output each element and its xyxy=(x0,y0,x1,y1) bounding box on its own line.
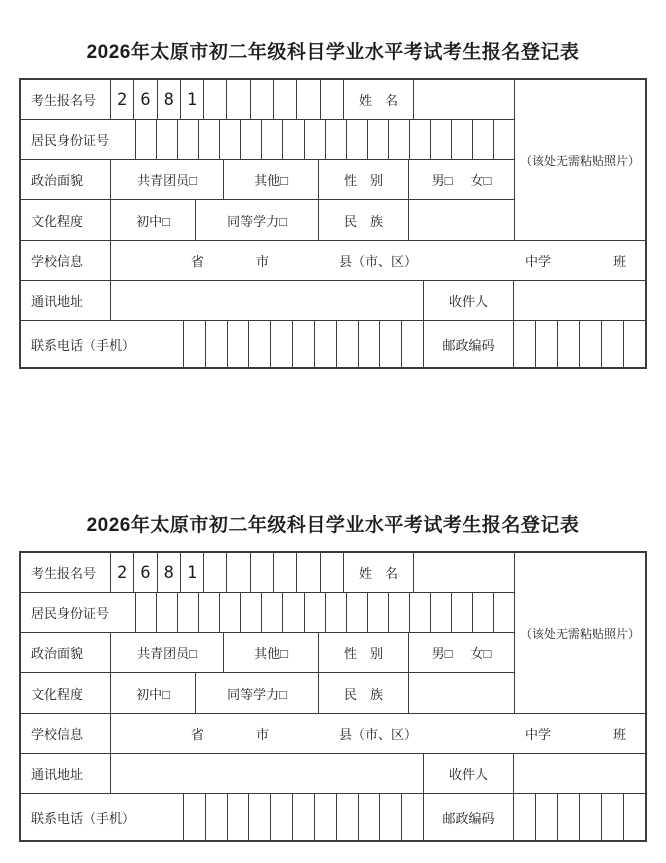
id-digit-cell[interactable] xyxy=(283,120,304,159)
equivalent-option[interactable]: 同等学力□ xyxy=(196,200,319,240)
table-upper-left xyxy=(21,80,515,240)
id-digit-cell[interactable] xyxy=(368,593,389,632)
reg-digit-cell[interactable] xyxy=(251,80,274,119)
reg-digit-cell[interactable] xyxy=(204,80,227,119)
school-info-cell[interactable] xyxy=(111,241,645,280)
phone-digit-cell[interactable] xyxy=(228,321,250,367)
postal-digit-cell[interactable] xyxy=(536,794,558,840)
phone-digit-cell[interactable] xyxy=(337,794,359,840)
reg-number-label: 考生报名号 xyxy=(21,553,111,592)
id-number-boxes xyxy=(136,120,514,159)
id-digit-cell[interactable] xyxy=(326,593,347,632)
reg-number-label: 考生报名号 xyxy=(21,80,111,119)
name-input-cell[interactable] xyxy=(414,80,514,119)
phone-digit-cell[interactable] xyxy=(380,321,402,367)
name-input-cell[interactable] xyxy=(414,553,514,592)
gender-label: 性 别 xyxy=(319,160,409,199)
reg-digit-cell[interactable] xyxy=(274,553,297,592)
id-digit-cell[interactable] xyxy=(178,120,199,159)
province-label: 省 xyxy=(191,727,205,742)
postal-digit-cell[interactable] xyxy=(558,794,580,840)
gender-options-cell xyxy=(409,160,514,199)
name-label: 姓 名 xyxy=(344,80,414,119)
id-digit-cell[interactable] xyxy=(494,593,514,632)
phone-digit-cell[interactable] xyxy=(271,321,293,367)
reg-digit-cell[interactable]: 6 xyxy=(134,80,157,119)
id-digit-cell[interactable] xyxy=(157,120,178,159)
postal-digit-cell[interactable] xyxy=(624,794,645,840)
education-level-label: 文化程度 xyxy=(21,673,111,713)
id-digit-cell[interactable] xyxy=(178,593,199,632)
id-digit-cell[interactable] xyxy=(347,593,368,632)
county-label: 县（市、区） xyxy=(339,727,418,742)
row-address xyxy=(21,281,645,321)
id-digit-cell[interactable] xyxy=(305,593,326,632)
id-digit-cell[interactable] xyxy=(389,120,410,159)
id-digit-cell[interactable] xyxy=(199,120,220,159)
phone-digit-cell[interactable] xyxy=(402,321,423,367)
address-label: 通讯地址 xyxy=(21,281,111,320)
row-reg-number xyxy=(21,80,514,120)
reg-digit-cell[interactable]: 1 xyxy=(181,553,204,592)
id-digit-cell[interactable] xyxy=(431,120,452,159)
row-school-info xyxy=(21,241,645,281)
form-table xyxy=(19,78,647,369)
reg-digit-cell[interactable] xyxy=(227,553,250,592)
postal-digit-cell[interactable] xyxy=(602,321,624,367)
city-label: 市 xyxy=(256,727,270,742)
middle-school-label: 中学 xyxy=(525,254,552,269)
row-school-info xyxy=(21,714,645,754)
phone-digit-cell[interactable] xyxy=(249,321,271,367)
id-digit-cell[interactable] xyxy=(220,120,241,159)
row-political-status xyxy=(21,160,514,200)
phone-digit-cell[interactable] xyxy=(315,794,337,840)
id-digit-cell[interactable] xyxy=(368,120,389,159)
table-upper-section xyxy=(21,553,645,714)
row-political-status xyxy=(21,633,514,673)
reg-digit-cell[interactable] xyxy=(297,553,320,592)
female-checkbox[interactable]: 女□ xyxy=(470,646,492,661)
phone-label: 联系电话（手机） xyxy=(21,794,184,840)
id-digit-cell[interactable] xyxy=(305,120,326,159)
registration-form-bottom xyxy=(19,513,647,842)
id-number-boxes xyxy=(136,593,514,632)
male-checkbox[interactable]: 男□ xyxy=(431,646,453,661)
reg-number-boxes xyxy=(111,80,344,119)
phone-digit-cell[interactable] xyxy=(315,321,337,367)
postal-digit-cell[interactable] xyxy=(580,321,602,367)
id-digit-cell[interactable] xyxy=(431,593,452,632)
form-table xyxy=(19,551,647,842)
id-digit-cell[interactable] xyxy=(136,120,157,159)
id-digit-cell[interactable] xyxy=(473,593,494,632)
address-input-cell[interactable] xyxy=(111,281,424,320)
row-id-number xyxy=(21,593,514,633)
ethnicity-input-cell[interactable] xyxy=(409,200,514,240)
reg-digit-cell[interactable] xyxy=(321,553,343,592)
reg-digit-cell[interactable]: 6 xyxy=(134,553,157,592)
postal-code-boxes xyxy=(514,794,645,840)
registration-form-top xyxy=(19,40,647,369)
row-phone xyxy=(21,794,645,840)
form-title: 2026年太原市初二年级科目学业水平考试考生报名登记表 xyxy=(86,515,580,536)
id-digit-cell[interactable] xyxy=(241,120,262,159)
id-digit-cell[interactable] xyxy=(326,120,347,159)
photo-area xyxy=(515,80,645,240)
school-info-label: 学校信息 xyxy=(21,241,111,280)
row-id-number xyxy=(21,120,514,160)
recipient-input-cell[interactable] xyxy=(514,754,645,793)
postal-digit-cell[interactable] xyxy=(558,321,580,367)
recipient-label: 收件人 xyxy=(424,281,514,320)
equivalent-option[interactable]: 同等学力□ xyxy=(196,673,319,713)
phone-digit-cell[interactable] xyxy=(206,321,228,367)
phone-digit-cell[interactable] xyxy=(337,321,359,367)
ethnicity-label: 民 族 xyxy=(319,673,409,713)
reg-digit-cell[interactable] xyxy=(297,80,320,119)
row-reg-number xyxy=(21,553,514,593)
league-member-option[interactable]: 共青团员□ xyxy=(111,160,224,199)
other-option[interactable]: 其他□ xyxy=(224,633,319,672)
phone-digit-cell[interactable] xyxy=(293,321,315,367)
reg-digit-cell[interactable]: 8 xyxy=(158,80,181,119)
political-status-label: 政治面貌 xyxy=(21,633,111,672)
id-digit-cell[interactable] xyxy=(494,120,514,159)
reg-digit-cell[interactable] xyxy=(227,80,250,119)
reg-number-boxes xyxy=(111,553,344,592)
name-label: 姓 名 xyxy=(344,553,414,592)
political-status-label: 政治面貌 xyxy=(21,160,111,199)
id-digit-cell[interactable] xyxy=(389,593,410,632)
city-label: 市 xyxy=(256,254,270,269)
id-digit-cell[interactable] xyxy=(452,593,473,632)
id-digit-cell[interactable] xyxy=(452,120,473,159)
school-info-cell[interactable] xyxy=(111,714,645,753)
id-digit-cell[interactable] xyxy=(199,593,220,632)
reg-digit-cell[interactable] xyxy=(321,80,343,119)
education-level-label: 文化程度 xyxy=(21,200,111,240)
reg-digit-cell[interactable]: 8 xyxy=(158,553,181,592)
id-digit-cell[interactable] xyxy=(136,593,157,632)
phone-digit-cell[interactable] xyxy=(380,794,402,840)
id-digit-cell[interactable] xyxy=(410,593,431,632)
address-label: 通讯地址 xyxy=(21,754,111,793)
ethnicity-input-cell[interactable] xyxy=(409,673,514,713)
postal-code-label: 邮政编码 xyxy=(424,794,514,840)
row-phone xyxy=(21,321,645,367)
reg-digit-cell[interactable] xyxy=(204,553,227,592)
id-digit-cell[interactable] xyxy=(410,120,431,159)
recipient-label: 收件人 xyxy=(424,754,514,793)
phone-digit-cell[interactable] xyxy=(206,794,228,840)
photo-area xyxy=(515,553,645,713)
row-education-level xyxy=(21,200,514,240)
reg-digit-cell[interactable] xyxy=(251,553,274,592)
id-digit-cell[interactable] xyxy=(241,593,262,632)
reg-digit-cell[interactable] xyxy=(274,80,297,119)
phone-digit-cell[interactable] xyxy=(184,794,206,840)
address-input-cell[interactable] xyxy=(111,754,424,793)
class-label: 班 xyxy=(613,254,627,269)
province-label: 省 xyxy=(191,254,205,269)
table-upper-section xyxy=(21,80,645,241)
class-label: 班 xyxy=(613,727,627,742)
table-upper-left xyxy=(21,553,515,713)
ethnicity-label: 民 族 xyxy=(319,200,409,240)
phone-digit-cell[interactable] xyxy=(249,794,271,840)
photo-note: （该处无需粘贴照片） xyxy=(519,626,640,641)
county-label: 县（市、区） xyxy=(339,254,418,269)
id-digit-cell[interactable] xyxy=(262,593,283,632)
postal-digit-cell[interactable] xyxy=(514,321,536,367)
row-education-level xyxy=(21,673,514,713)
female-checkbox[interactable]: 女□ xyxy=(470,173,492,188)
phone-digit-cell[interactable] xyxy=(359,794,381,840)
phone-digit-cell[interactable] xyxy=(402,794,423,840)
middle-school-label: 中学 xyxy=(525,727,552,742)
male-checkbox[interactable]: 男□ xyxy=(431,173,453,188)
id-digit-cell[interactable] xyxy=(473,120,494,159)
gender-options-cell xyxy=(409,633,514,672)
postal-code-boxes xyxy=(514,321,645,367)
postal-digit-cell[interactable] xyxy=(580,794,602,840)
phone-boxes xyxy=(184,794,424,840)
form-title: 2026年太原市初二年级科目学业水平考试考生报名登记表 xyxy=(86,42,580,63)
phone-digit-cell[interactable] xyxy=(271,794,293,840)
id-digit-cell[interactable] xyxy=(220,593,241,632)
photo-note: （该处无需粘贴照片） xyxy=(519,153,640,168)
recipient-input-cell[interactable] xyxy=(514,281,645,320)
row-address xyxy=(21,754,645,794)
league-member-option[interactable]: 共青团员□ xyxy=(111,633,224,672)
postal-digit-cell[interactable] xyxy=(536,321,558,367)
reg-digit-cell[interactable]: 1 xyxy=(181,80,204,119)
phone-label: 联系电话（手机） xyxy=(21,321,184,367)
school-info-label: 学校信息 xyxy=(21,714,111,753)
postal-digit-cell[interactable] xyxy=(624,321,645,367)
id-digit-cell[interactable] xyxy=(283,593,304,632)
reg-digit-cell[interactable]: 2 xyxy=(111,80,134,119)
postal-digit-cell[interactable] xyxy=(602,794,624,840)
phone-digit-cell[interactable] xyxy=(293,794,315,840)
phone-boxes xyxy=(184,321,424,367)
reg-digit-cell[interactable]: 2 xyxy=(111,553,134,592)
id-number-label: 居民身份证号 xyxy=(21,593,136,632)
id-number-label: 居民身份证号 xyxy=(21,120,136,159)
gender-label: 性 别 xyxy=(319,633,409,672)
postal-code-label: 邮政编码 xyxy=(424,321,514,367)
postal-digit-cell[interactable] xyxy=(514,794,536,840)
id-digit-cell[interactable] xyxy=(157,593,178,632)
phone-digit-cell[interactable] xyxy=(359,321,381,367)
junior-high-option[interactable]: 初中□ xyxy=(111,200,196,240)
phone-digit-cell[interactable] xyxy=(184,321,206,367)
phone-digit-cell[interactable] xyxy=(228,794,250,840)
id-digit-cell[interactable] xyxy=(262,120,283,159)
other-option[interactable]: 其他□ xyxy=(224,160,319,199)
junior-high-option[interactable]: 初中□ xyxy=(111,673,196,713)
id-digit-cell[interactable] xyxy=(347,120,368,159)
